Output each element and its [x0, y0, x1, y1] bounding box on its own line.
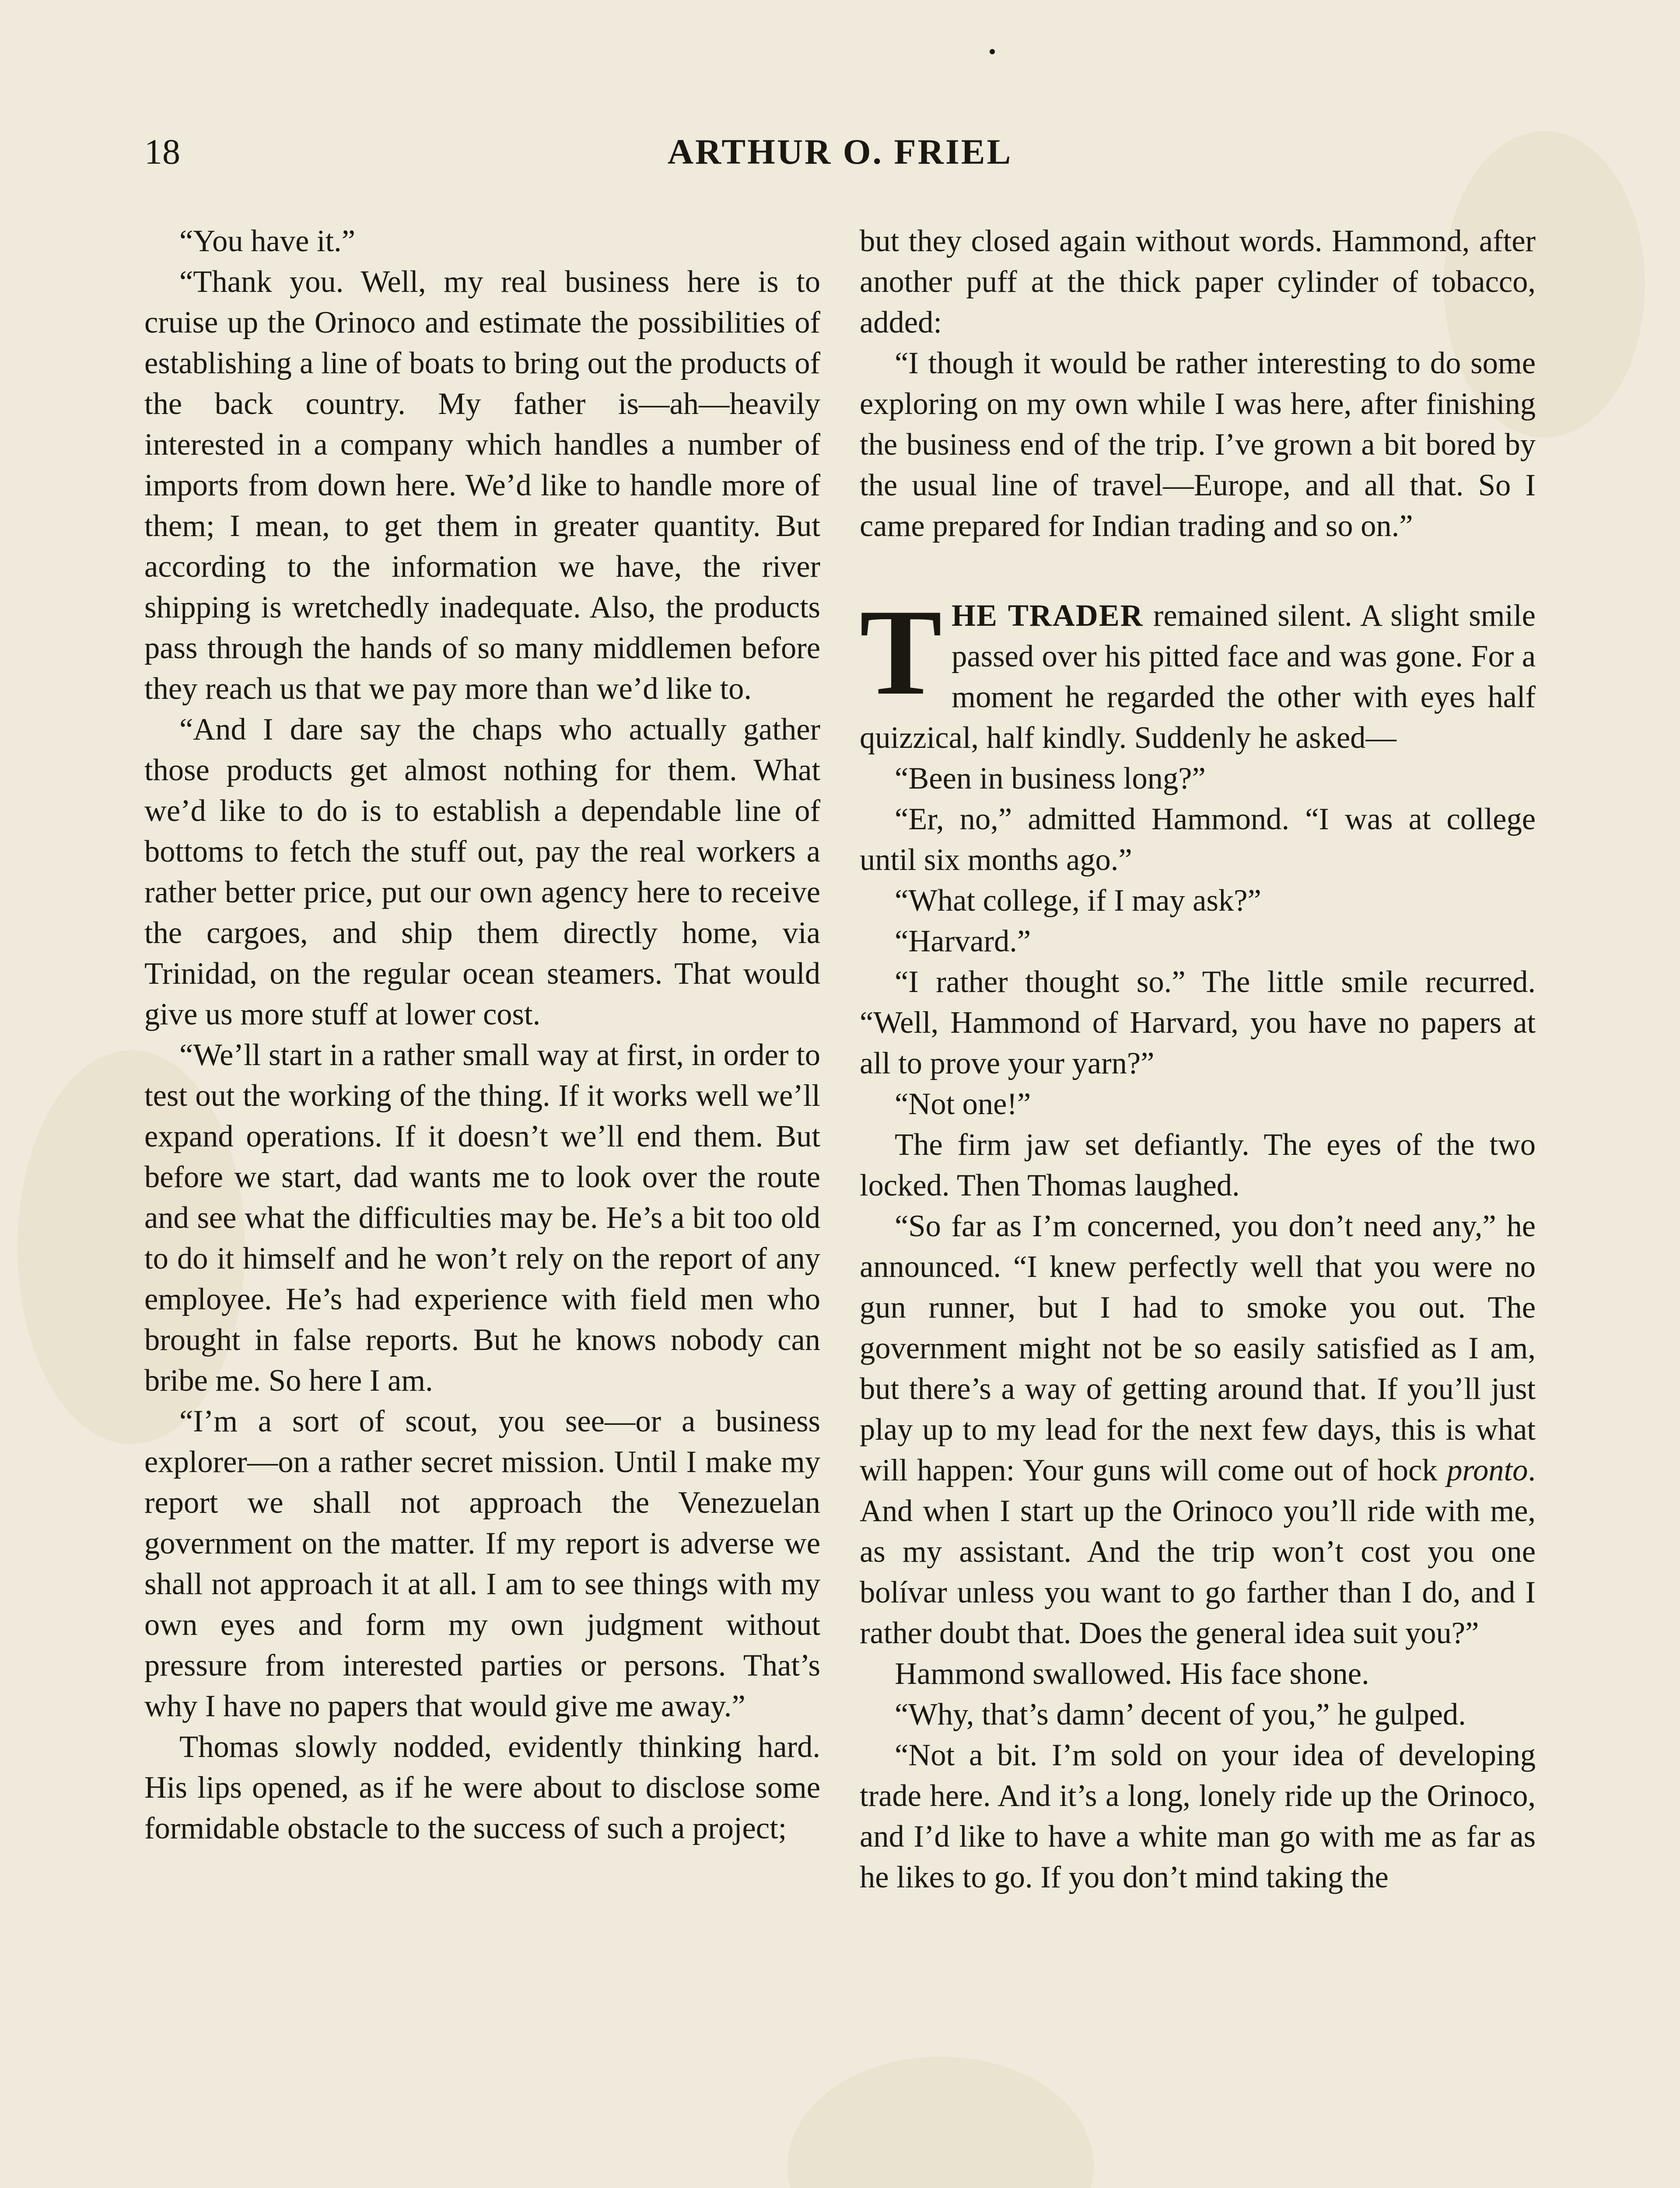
right-column [860, 221, 1536, 2188]
ink-speck [990, 49, 995, 54]
section-lead-words: HE TRADER [952, 599, 1144, 633]
paragraph: “We’ll start in a rather small way at first, in order to test out the working of the thing. If it works well we’ll expand operations. If it doesn’t we’ll end them. But before we start, dad wants me to look over the route and see what the difficulties may be. He’s a bit too old to do it himself and he won’t rely on the report of any employee. He’s had experience with field men who brought in false reports. But he knows nobody can bribe me. So here I am. [144, 1038, 820, 1398]
paragraph: “And I dare say the chaps who actually gather those products get almost nothing for them. What we’d like to do is to establish a dependable line of bottoms to fetch the stuff out, pay the real workers a rather better price, put our own agency here to receive the cargoes, and ship them directly home, via Trinidad, on the regular ocean steamers. That would give us more stuff at lower cost. [144, 712, 820, 1031]
paragraph: “Been in business long?” [895, 761, 1206, 796]
paragraph: “Harvard.” [895, 924, 1031, 958]
paragraph: “Not a bit. I’m sold on your idea of developing trade here. And it’s a long, lonely ride up the Orinoco, and I’d like to have a white man go with me as far as he likes to go. If you don’t mind taking the [860, 1738, 1536, 1894]
paragraph: “I though it would be rather interesting to do some exploring on my own while I was here, after finishing the business end of the trip. I’ve grown a bit bored by the usual line of travel—Europe, and all that. So I came prepared for Indian trading and so on.” [860, 346, 1536, 543]
paragraph: Hammond swallowed. His face shone. [895, 1657, 1369, 1691]
paragraph: “Not one!” [895, 1087, 1031, 1121]
drop-cap: T [860, 584, 942, 720]
paragraph: “Thank you. Well, my real business here is to cruise up the Orinoco and estimate the possibilities of establishing a line of boats to bring out the products of the back country. My father is—ah—heavily interested in a company which handles a number of imports from down here. We’d like to handle more of them; I mean, to get them in greater quantity. But according to the information we have, the river shipping is wretchedly inadequate. Also, the products pass through the hands of so many middlemen before they reach us that we pay more than we’d like to. [144, 265, 820, 706]
running-head: ARTHUR O. FRIEL [667, 132, 1013, 172]
paragraph: The firm jaw set defiantly. The eyes of the two locked. Then Thomas laughed. [860, 1128, 1536, 1203]
paragraph-text: . And when I start up the Orinoco you’ll ride with me, as my assistant. And the trip won’t cost you one bolívar unless you want to go farther than I do, and I rather doubt that. Does the general idea suit you?” [860, 1453, 1536, 1650]
paragraph: “You have it.” [179, 224, 356, 258]
paragraph: Thomas slowly nodded, evidently thinking hard. His lips opened, as if he were about to disclose some formidable obstacle to the success of such a project; [144, 1730, 820, 1845]
paragraph: “Why, that’s damn’ decent of you,” he gulped. [895, 1697, 1466, 1732]
paragraph: but they closed again without words. Hammond, after another puff at the thick paper cylinder of tobacco, added: [860, 224, 1536, 340]
page-number: 18 [144, 132, 180, 172]
paragraph: “Er, no,” admitted Hammond. “I was at college until six months ago.” [860, 802, 1536, 877]
section-opening-text: remained silent. A slight smile passed over his pitted face and was gone. For a moment he regarded the other with eyes half quizzical, half kindly. Suddenly he asked— [860, 599, 1536, 755]
section-opening-paragraph [860, 584, 1536, 758]
paragraph [860, 1206, 1536, 1654]
paragraph: “I’m a sort of scout, you see—or a business explorer—on a rather secret mission. Until I make my report we shall not approach the Venezuelan government on the matter. If my report is adverse we shall not approach it at all. I am to see things with my own eyes and form my own judgment without pressure from interested parties or persons. That’s why I have no papers that would give me away.” [144, 1404, 820, 1723]
italic-word: pronto [1446, 1453, 1528, 1487]
paragraph: “What college, if I may ask?” [895, 884, 1261, 918]
paragraph: “I rather thought so.” The little smile recurred. “Well, Hammond of Harvard, you have no papers at all to prove your yarn?” [860, 965, 1536, 1080]
paragraph-text: “So far as I’m concerned, you don’t need any,” he announced. “I knew perfectly well that you were no gun runner, but I had to smoke you out. The government might not be so easily satisfied as I am, but there’s a way of getting around that. If you’ll just play up to my lead for the next few days, this is what will happen: Your guns will come out of hock [860, 1209, 1536, 1487]
page-header [144, 131, 1536, 179]
left-column [144, 221, 820, 2188]
